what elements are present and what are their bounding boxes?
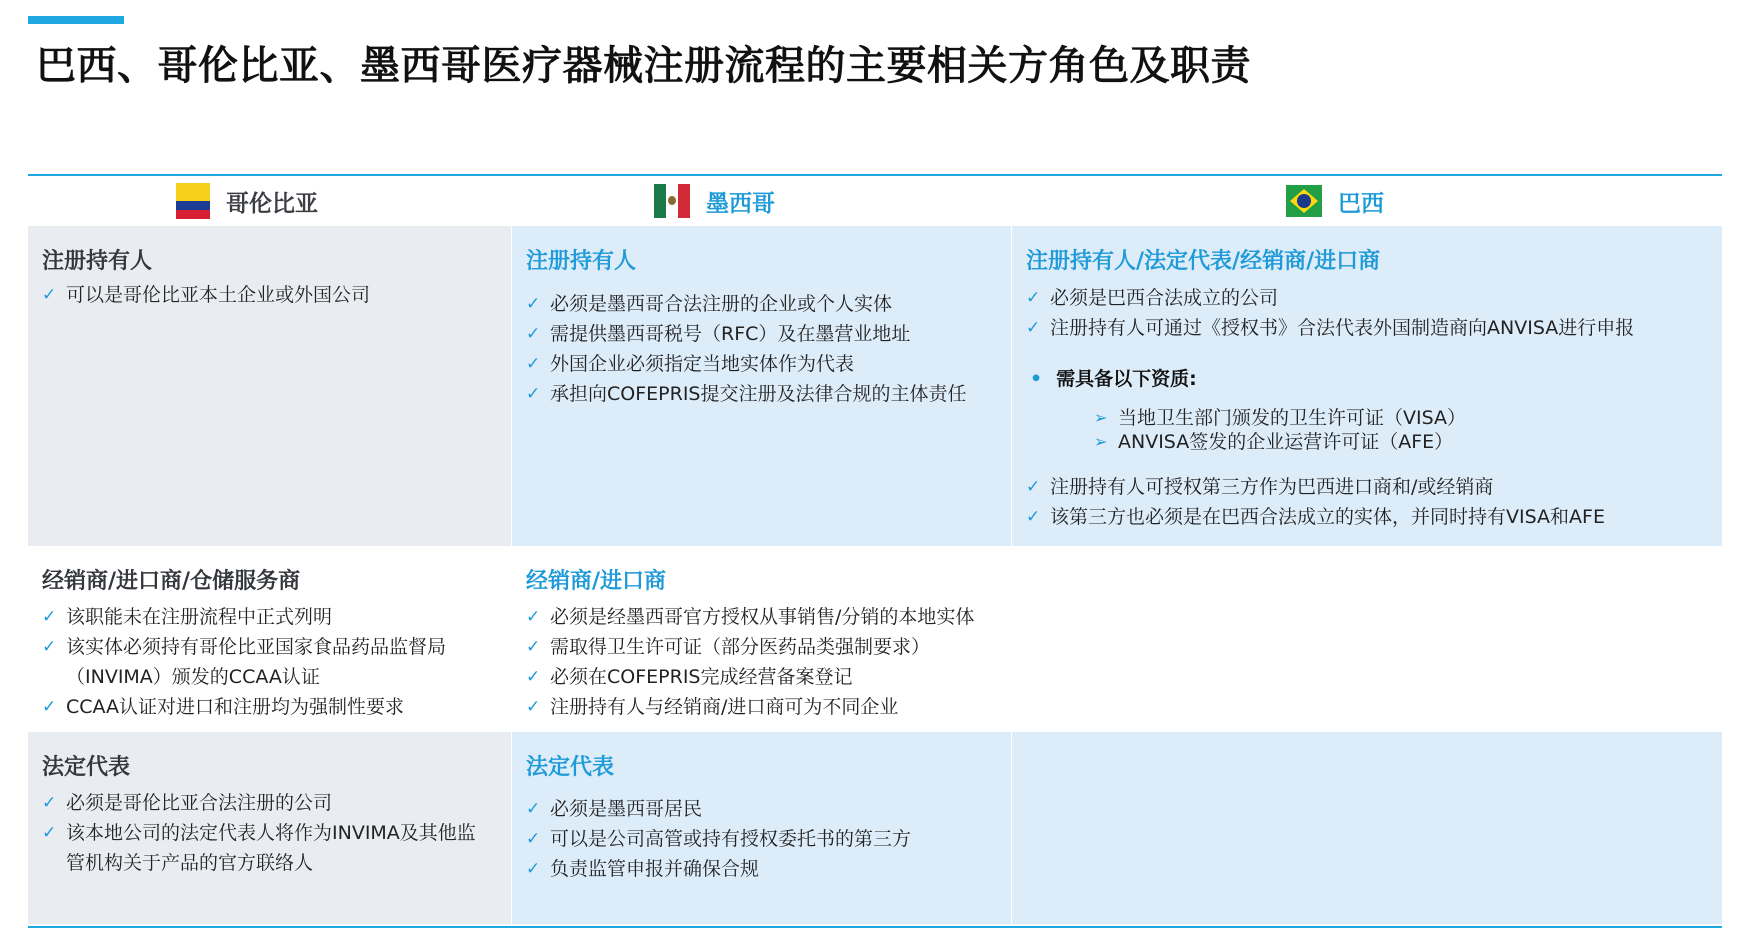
list-item: ➢ ANVISA签发的企业运营许可证（AFE）	[1094, 431, 1454, 453]
checklist	[42, 280, 370, 310]
checklist	[42, 788, 492, 878]
list-item: ✓ 必须是墨西哥合法注册的企业或个人实体	[526, 289, 966, 319]
mexico-flag-icon	[654, 184, 690, 218]
page-title: 巴西、哥伦比亚、墨西哥医疗器械注册流程的主要相关方角色及职责	[36, 43, 1251, 89]
brazil-flag-icon	[1286, 185, 1322, 217]
checklist	[526, 289, 966, 409]
list-item: ✓ CCAA认证对进口和注册均为强制性要求	[42, 692, 472, 722]
header-mexico	[654, 176, 775, 226]
list-item: ✓ 外国企业必须指定当地实体作为代表	[526, 349, 966, 379]
check-icon: ✓	[1026, 288, 1041, 308]
checklist	[42, 602, 472, 722]
check-icon: ✓	[526, 829, 541, 849]
cell-mexico-distributor	[512, 546, 1012, 732]
checklist	[1026, 283, 1634, 343]
checklist	[1026, 472, 1605, 532]
check-icon: ✓	[526, 384, 541, 404]
role-title: 法定代表	[42, 755, 131, 780]
cell-colombia-holder	[28, 226, 512, 546]
roles-table	[28, 174, 1722, 928]
list-item: ✓ 必须是哥伦比亚合法注册的公司	[42, 788, 492, 818]
role-title: 法定代表	[526, 755, 615, 780]
check-icon: ✓	[526, 799, 541, 819]
check-icon: ✓	[42, 285, 57, 305]
arrow-icon: ➢	[1094, 432, 1108, 451]
list-item: ✓ 该职能未在注册流程中正式列明	[42, 602, 472, 632]
table-row-distributor	[28, 546, 1722, 732]
check-icon: ✓	[526, 607, 541, 627]
header-label-colombia: 哥伦比亚	[226, 190, 318, 217]
check-icon: ✓	[526, 859, 541, 879]
list-item: ➢ 当地卫生部门颁发的卫生许可证（VISA）	[1094, 407, 1467, 429]
list-item: ✓ 该本地公司的法定代表人将作为INVIMA及其他监管机构关于产品的官方联络人	[42, 818, 492, 878]
role-title: 注册持有人	[526, 249, 637, 274]
cell-mexico-holder	[512, 226, 1012, 546]
bullet-dot-icon: •	[1030, 368, 1043, 390]
check-icon: ✓	[1026, 318, 1041, 338]
list-item: ✓ 注册持有人可通过《授权书》合法代表外国制造商向ANVISA进行申报	[1026, 313, 1634, 343]
check-icon: ✓	[526, 637, 541, 657]
list-item: ✓ 需提供墨西哥税号（RFC）及在墨营业地址	[526, 319, 966, 349]
check-icon: ✓	[526, 667, 541, 687]
checklist	[526, 794, 911, 884]
check-icon: ✓	[42, 823, 57, 843]
qualification-list	[1094, 406, 1466, 454]
check-icon: ✓	[526, 697, 541, 717]
check-icon: ✓	[526, 324, 541, 344]
cell-mexico-legal-rep	[512, 732, 1012, 924]
check-icon: ✓	[42, 697, 57, 717]
header-brazil	[1286, 176, 1384, 226]
list-item: ✓ 注册持有人与经销商/进口商可为不同企业	[526, 692, 974, 722]
table-row-registration-holder	[28, 226, 1722, 546]
checklist	[526, 602, 974, 722]
check-icon: ✓	[1026, 507, 1041, 527]
arrow-icon: ➢	[1094, 408, 1108, 427]
list-item: ✓ 该实体必须持有哥伦比亚国家食品药品监督局（INVIMA）颁发的CCAA认证	[42, 632, 472, 692]
role-title: 注册持有人	[42, 249, 153, 274]
role-title: 经销商/进口商	[526, 569, 667, 594]
list-item: ✓ 该第三方也必须是在巴西合法成立的实体，并同时持有VISA和AFE	[1026, 502, 1605, 532]
list-item: ✓ 必须是经墨西哥官方授权从事销售/分销的本地实体	[526, 602, 974, 632]
list-item: ✓ 必须在COFEPRIS完成经营备案登记	[526, 662, 974, 692]
cell-brazil-empty	[1012, 546, 1722, 732]
header-colombia	[176, 176, 318, 226]
cell-brazil-holder	[1012, 226, 1722, 546]
list-item: ✓ 必须是墨西哥居民	[526, 794, 911, 824]
qualification-heading: • 需具备以下资质:	[1030, 368, 1197, 390]
table-row-legal-representative	[28, 732, 1722, 924]
header-label-brazil: 巴西	[1338, 190, 1384, 217]
table-header	[28, 176, 1722, 228]
list-item: ✓ 必须是巴西合法成立的公司	[1026, 283, 1634, 313]
role-title: 注册持有人/法定代表/经销商/进口商	[1026, 249, 1381, 274]
list-item: ✓ 承担向COFEPRIS提交注册及法律合规的主体责任	[526, 379, 966, 409]
check-icon: ✓	[42, 607, 57, 627]
check-icon: ✓	[42, 793, 57, 813]
role-title: 经销商/进口商/仓储服务商	[42, 569, 301, 594]
colombia-flag-icon	[176, 183, 210, 219]
check-icon: ✓	[1026, 477, 1041, 497]
cell-colombia-distributor	[28, 546, 512, 732]
cell-colombia-legal-rep	[28, 732, 512, 924]
title-accent-bar	[28, 16, 124, 24]
check-icon: ✓	[526, 294, 541, 314]
list-item: ✓ 可以是哥伦比亚本土企业或外国公司	[42, 280, 370, 310]
list-item: ✓ 负责监管申报并确保合规	[526, 854, 911, 884]
list-item: ✓ 可以是公司高管或持有授权委托书的第三方	[526, 824, 911, 854]
header-label-mexico: 墨西哥	[706, 190, 775, 217]
cell-brazil-empty	[1012, 732, 1722, 924]
check-icon: ✓	[526, 354, 541, 374]
list-item: ✓ 注册持有人可授权第三方作为巴西进口商和/或经销商	[1026, 472, 1605, 502]
list-item: ✓ 需取得卫生许可证（部分医药品类强制要求）	[526, 632, 974, 662]
check-icon: ✓	[42, 637, 57, 657]
